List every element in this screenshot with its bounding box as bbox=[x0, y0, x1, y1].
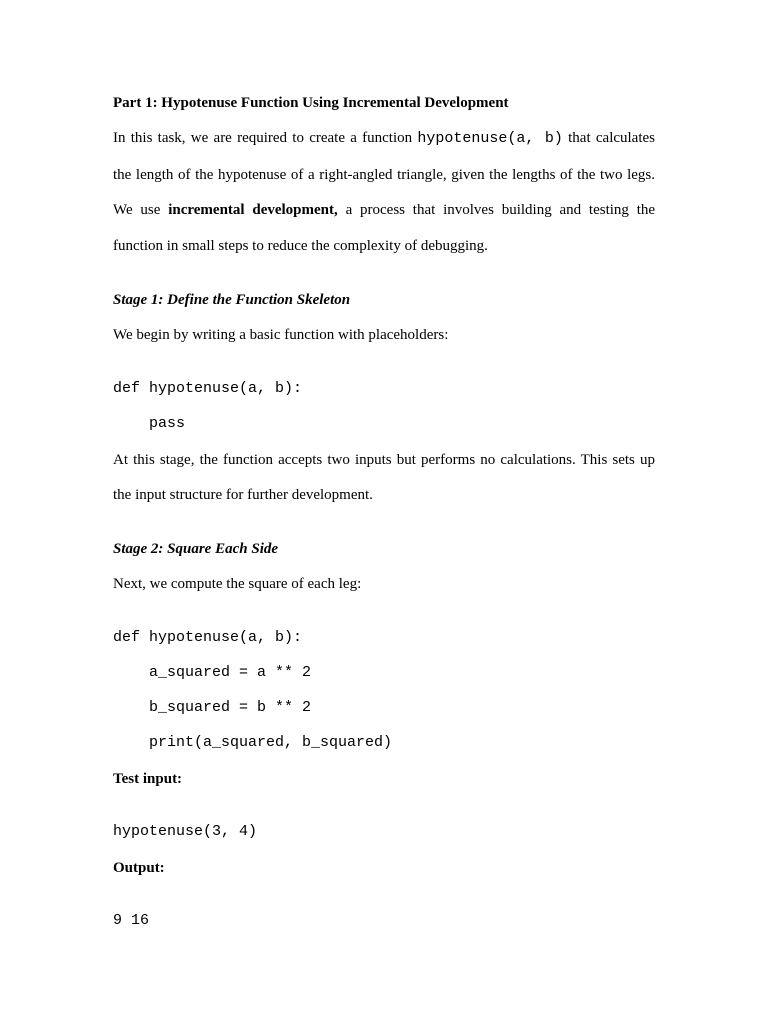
test-input-code: hypotenuse(3, 4) bbox=[113, 823, 258, 840]
part1-paragraph-line-2: the length of the hypotenuse of a right-angled triangle, given the lengths of the two legs. bbox=[113, 167, 655, 183]
stage1-heading: Stage 1: Define the Function Skeleton bbox=[113, 292, 351, 308]
part1-paragraph-line-4: function in small steps to reduce the complexity of debugging. bbox=[113, 238, 488, 254]
stage1-after-line-1: At this stage, the function accepts two inputs but performs no calculations. This sets up bbox=[113, 452, 655, 468]
part1-text: that calculates bbox=[568, 130, 656, 146]
stage2-code-line-3: b_squared = b ** 2 bbox=[149, 699, 312, 716]
part1-heading: Part 1: Hypotenuse Function Using Incremental Development bbox=[113, 95, 509, 111]
output-label: Output: bbox=[113, 860, 165, 876]
part1-paragraph-line-3 bbox=[113, 200, 655, 220]
stage2-intro: Next, we compute the square of each leg: bbox=[113, 576, 362, 592]
stage1-intro: We begin by writing a basic function with placeholders: bbox=[113, 327, 449, 343]
part1-text: a process that involves building and testing the bbox=[345, 202, 656, 218]
inline-code-function-signature: hypotenuse(a, b) bbox=[417, 130, 563, 147]
stage1-after-line-2: the input structure for further development. bbox=[113, 487, 373, 503]
test-input-label: Test input: bbox=[113, 771, 183, 787]
part1-text: We use bbox=[113, 202, 161, 218]
part1-paragraph-line-1 bbox=[113, 128, 655, 149]
stage1-code-line-1: def hypotenuse(a, b): bbox=[113, 380, 303, 397]
output-value: 9 16 bbox=[113, 912, 150, 929]
stage2-code-line-1: def hypotenuse(a, b): bbox=[113, 629, 303, 646]
part1-text: In this task, we are required to create a function bbox=[113, 130, 413, 146]
stage2-code-line-4: print(a_squared, b_squared) bbox=[149, 734, 393, 751]
stage2-code-line-2: a_squared = a ** 2 bbox=[149, 664, 312, 681]
bold-term-incremental-development: incremental development, bbox=[168, 202, 338, 218]
stage1-code-line-2: pass bbox=[149, 415, 186, 432]
stage2-heading: Stage 2: Square Each Side bbox=[113, 541, 279, 557]
